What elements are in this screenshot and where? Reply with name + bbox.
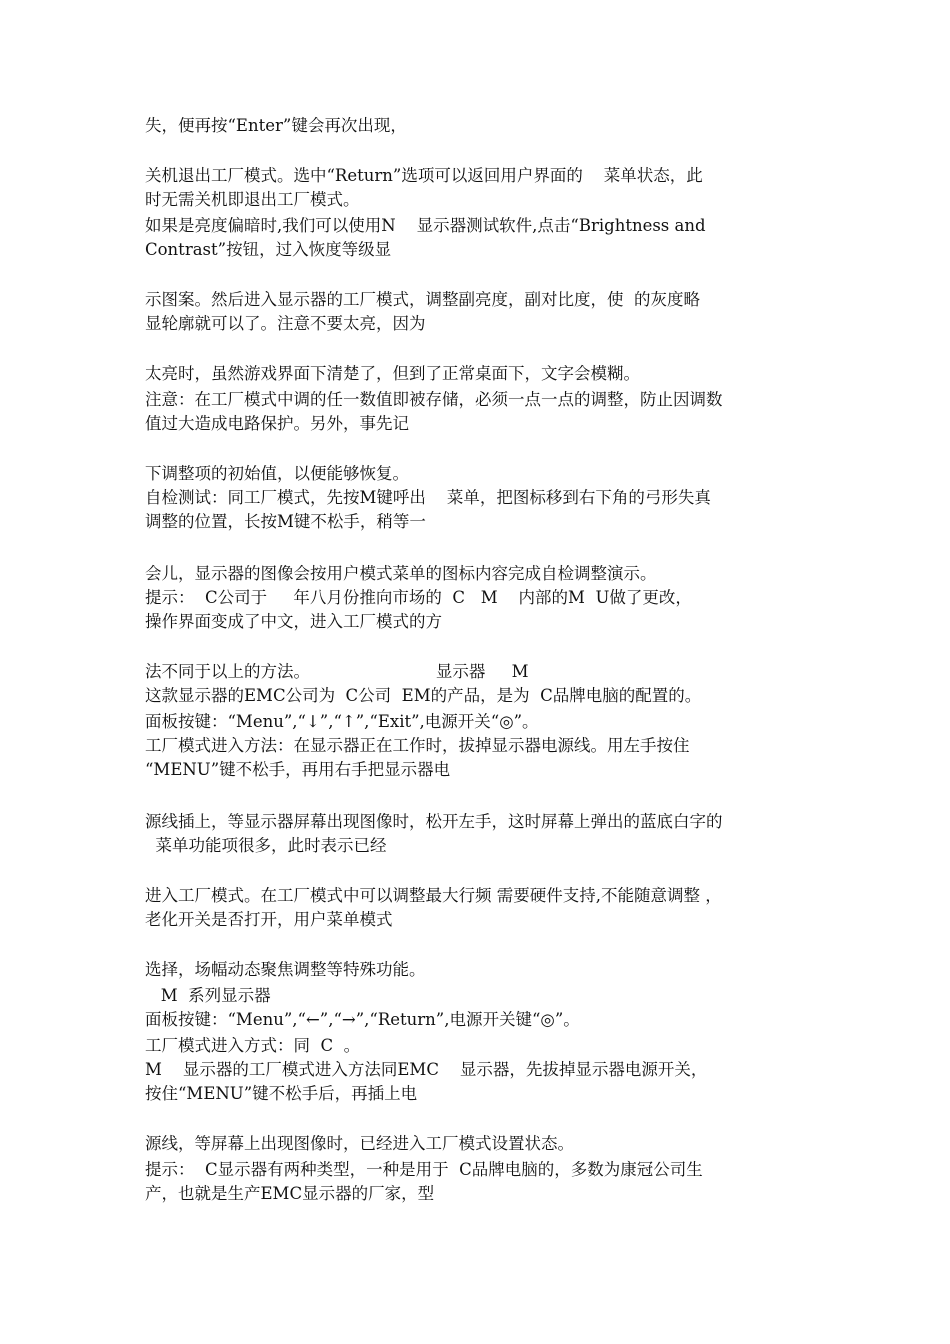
text-line: 老化开关是否打开，用户菜单模式 bbox=[145, 910, 393, 929]
text-line: 按住“MENU”键不松手后，再插上电 bbox=[145, 1084, 418, 1103]
text-line: “MENU”键不松手，再用右手把显示器电 bbox=[145, 760, 451, 779]
text-line: 进入工厂模式。在工厂模式中可以调整最大行频 需要硬件支持,不能随意调整 ， bbox=[145, 886, 722, 905]
text-line: 面板按键：“Menu”,“←”,“→”,“Return”,电源开关键“◎”。 bbox=[145, 1010, 580, 1029]
text-line: 这款显示器的EMC公司为 C公司 EM的产品，是为 C品牌电脑的配置的。 bbox=[145, 686, 702, 705]
text-line: 菜单功能项很多，此时表示已经 bbox=[145, 836, 387, 855]
text-line: 示图案。然后进入显示器的工厂模式，调整副亮度，副对比度，使 的灰度略 bbox=[145, 290, 700, 309]
text-line: 操作界面变成了中文，进入工厂模式的方 bbox=[145, 612, 442, 631]
text-line: 提示： C显示器有两种类型，一种是用于 C品牌电脑的，多数为康冠公司生 bbox=[145, 1160, 703, 1179]
text-line: 会儿，显示器的图像会按用户模式菜单的图标内容完成自检调整演示。 bbox=[145, 564, 657, 583]
text-line: 产，也就是生产EMC显示器的厂家，型 bbox=[145, 1184, 435, 1203]
text-line: Contrast”按钮，过入恢度等级显 bbox=[145, 240, 392, 259]
text-line: 法不同于以上的方法。 显示器 M bbox=[145, 662, 529, 681]
text-line: 时无需关机即退出工厂模式。 bbox=[145, 190, 360, 209]
text-line: 提示： C公司于 年八月份推向市场的 C M 内部的M U做了更改， bbox=[145, 588, 692, 607]
text-line: 关机退出工厂模式。选中“Return”选项可以返回用户界面的 菜单状态，此 bbox=[145, 166, 703, 185]
text-line: 面板按键：“Menu”,“↓”,“↑”,“Exit”,电源开关“◎”。 bbox=[145, 712, 539, 731]
text-line: 工厂模式进入方式：同 C 。 bbox=[145, 1036, 361, 1055]
text-line: 如果是亮度偏暗时,我们可以使用N 显示器测试软件,点击“Brightness and bbox=[145, 216, 706, 235]
text-line: 注意：在工厂模式中调的任一数值即被存储，必须一点一点的调整，防止因调数 bbox=[145, 390, 723, 409]
text-line: 选择，场幅动态聚焦调整等特殊功能。 bbox=[145, 960, 426, 979]
text-line: 源线，等屏幕上出现图像时，已经进入工厂模式设置状态。 bbox=[145, 1134, 574, 1153]
text-line: 值过大造成电路保护。另外，事先记 bbox=[145, 414, 409, 433]
text-line: 失，便再按“Enter”键会再次出现， bbox=[145, 116, 407, 135]
text-line: 太亮时，虽然游戏界面下清楚了，但到了正常桌面下，文字会模糊。 bbox=[145, 364, 640, 383]
text-line: 工厂模式进入方法：在显示器正在工作时，拔掉显示器电源线。用左手按住 bbox=[145, 736, 690, 755]
text-line: 自检测试：同工厂模式，先按M键呼出 菜单，把图标移到右下角的弓形失真 bbox=[145, 488, 711, 507]
text-line: 显轮廓就可以了。注意不要太亮，因为 bbox=[145, 314, 426, 333]
text-line: 下调整项的初始值，以便能够恢复。 bbox=[145, 464, 409, 483]
text-line: 调整的位置，长按M键不松手，稍等一 bbox=[145, 512, 426, 531]
text-line: 源线插上，等显示器屏幕出现图像时，松开左手，这时屏幕上弹出的蓝底白字的 bbox=[145, 812, 723, 831]
text-line: M 系列显示器 bbox=[145, 986, 271, 1005]
text-line: M 显示器的工厂模式进入方法同EMC 显示器，先拔掉显示器电源开关， bbox=[145, 1060, 708, 1079]
